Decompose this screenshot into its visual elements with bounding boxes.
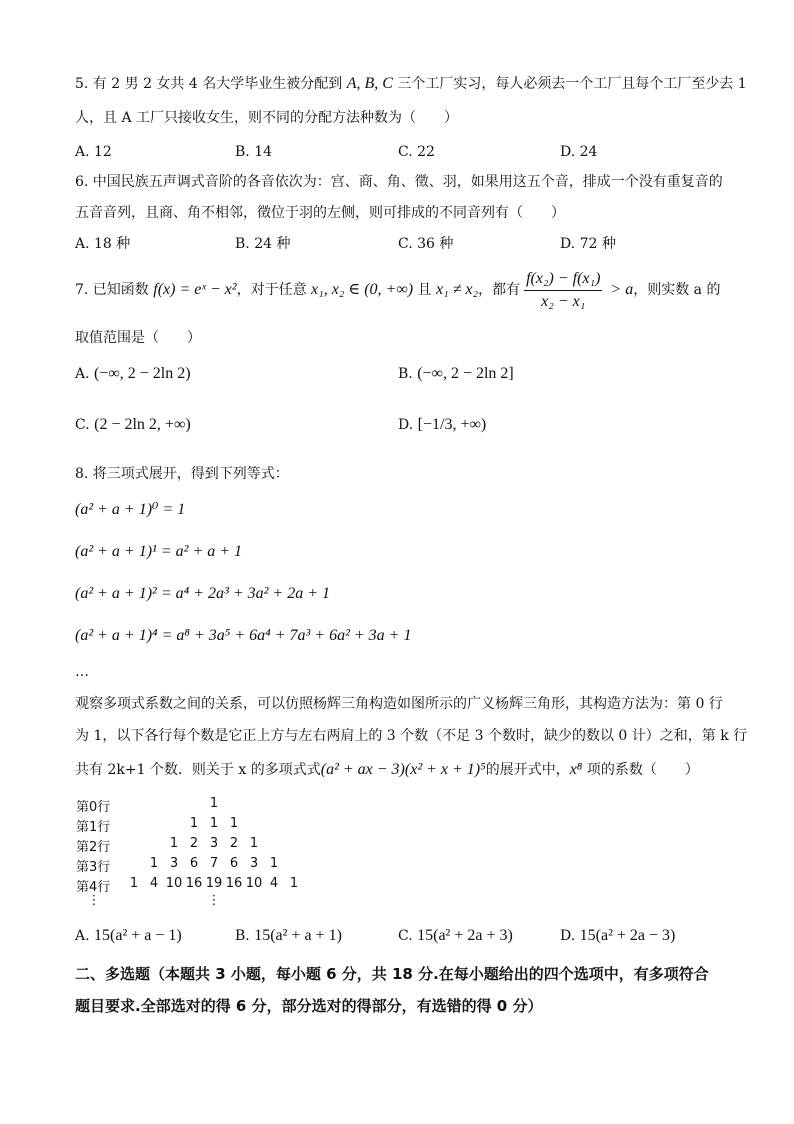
q5-line1	[75, 74, 747, 94]
q8-ellipsis: …	[75, 664, 89, 680]
q7-option-c	[75, 415, 191, 435]
triangle-cell: 1	[149, 856, 159, 871]
q7-neq: x₁ ≠ x₂	[435, 281, 479, 298]
triangle-cell: 3	[209, 836, 219, 851]
q7-ineq: > a	[606, 281, 634, 298]
q6-option-c: C. 36 种	[398, 236, 454, 252]
q8-para1: 观察多项式系数之间的关系，可以仿照杨辉三角构造如图所示的广义杨辉三角形，其构造方法为：第 0 行	[75, 696, 723, 712]
q8-option-c	[398, 926, 513, 946]
q6-option-b: B. 24 种	[235, 236, 291, 252]
q7-suffix: ，则实数 a 的	[633, 282, 721, 298]
q7-option-a	[75, 364, 191, 384]
q7-and: 且	[413, 282, 436, 298]
q8-eq-0: (a² + a + 1)⁰ = 1	[75, 501, 186, 518]
triangle-cell: 7	[209, 856, 219, 871]
triangle-cell: 6	[189, 856, 199, 871]
triangle-row-label: 第1行	[76, 820, 111, 835]
q7-option-c-letter: C.	[75, 417, 90, 433]
q7-mid: ，对于任意	[236, 282, 312, 298]
q8-line1: 8. 将三项式展开，得到下列等式：	[75, 466, 289, 482]
q7-option-c-math: (2 − 2ln 2, +∞)	[94, 416, 191, 433]
q5-line2: 人，且 A 工厂只接收女生，则不同的分配方法种数为（ ）	[75, 110, 459, 126]
q8-eq-2: (a² + a + 1)² = a⁴ + 2a³ + 3a² + 2a + 1	[75, 585, 330, 602]
section2-heading-line2: 题目要求.全部选对的得 6 分，部分选对的得部分，有选错的得 0 分）	[75, 997, 543, 1015]
q8-eq-3: (a² + a + 1)⁴ = a⁸ + 3a⁵ + 6a⁴ + 7a³ + 6a² + 3a + 1	[75, 627, 412, 644]
triangle-row-label: 第3行	[76, 860, 111, 875]
q8-option-a	[75, 926, 182, 946]
q8-polynomial: (a² + ax − 3)(x² + x + 1)⁵	[320, 761, 486, 778]
q6-option-a: A. 18 种	[75, 236, 131, 252]
q6-option-d: D. 72 种	[560, 236, 616, 252]
triangle-cell: 1	[209, 816, 219, 831]
q7-option-b-letter: B.	[398, 366, 413, 382]
triangle-vdots-left: ⋮	[87, 893, 101, 908]
q7-frac-num: f(x₂) − f(x₁)	[524, 269, 602, 291]
q6-line1: 6. 中国民族五声调式音阶的各音依次为：宫、商、角、徵、羽，如果用这五个音，排成一个没有重复音的	[75, 174, 723, 190]
q8-option-b-letter: B.	[235, 928, 250, 944]
q5-option-a: A. 12	[75, 144, 112, 160]
q7-prefix: 7. 已知函数	[75, 282, 154, 298]
q8-para3-a: 共有 2k+1 个数．则关于 x 的多项式式	[75, 762, 321, 778]
q8-option-d-math: 15(a² + 2a − 3)	[579, 927, 676, 944]
q8-para3-c: 项的系数（ ）	[582, 762, 699, 778]
q8-x8: x⁸	[569, 761, 583, 778]
triangle-row-label: 第4行	[76, 880, 111, 895]
triangle-cell: 1	[209, 796, 219, 811]
section2-heading-line1: 二、多选题（本题共 3 小题，每小题 6 分，共 18 分.在每小题给出的四个选项中，有多项符合	[75, 965, 709, 983]
q8-option-d-letter: D.	[560, 928, 576, 944]
triangle-cell: 1	[249, 836, 259, 851]
triangle-cell: 2	[229, 836, 239, 851]
q5-text-a: 5. 有 2 男 2 女共 4 名大学毕业生被分配到	[75, 76, 347, 92]
triangle-cell: 16	[185, 876, 203, 891]
q8-para3	[75, 760, 699, 780]
q5-factories: A, B, C	[346, 75, 393, 92]
triangle-cell: 3	[249, 856, 259, 871]
q7-function: f(x) = eˣ − x²	[153, 281, 237, 298]
q7-option-b	[398, 364, 514, 384]
q7-option-b-math: (−∞, 2 − 2ln 2]	[417, 365, 514, 382]
triangle-cell: 1	[189, 816, 199, 831]
triangle-cell: 6	[229, 856, 239, 871]
triangle-cell: 10	[165, 876, 183, 891]
q8-option-b	[235, 926, 342, 946]
triangle-cell: 19	[205, 876, 223, 891]
triangle-cell: 4	[149, 876, 159, 891]
q5-option-c: C. 22	[398, 144, 435, 160]
triangle-row-label: 第0行	[76, 800, 111, 815]
q8-option-d	[560, 926, 675, 946]
triangle-cell: 3	[169, 856, 179, 871]
q7-option-d-letter: D.	[398, 417, 414, 433]
q7-option-a-math: (−∞, 2 − 2ln 2)	[94, 365, 191, 382]
q8-para2: 为 1，以下各行每个数是它正上方与左右两肩上的 3 个数（不足 3 个数时，缺少的数以 0 计）之和，第 k 行	[75, 728, 748, 744]
q7-fraction	[524, 269, 602, 312]
triangle-cell: 4	[269, 876, 279, 891]
triangle-cell: 1	[289, 876, 299, 891]
triangle-cell: 16	[225, 876, 243, 891]
q7-frac-den: x₂ − x₁	[541, 292, 586, 310]
q8-option-b-math: 15(a² + a + 1)	[254, 927, 342, 944]
triangle-vdots-center: ⋮	[207, 893, 221, 908]
q8-para3-b: 的展开式中，	[485, 762, 570, 778]
q7-option-d-math: [−1/3, +∞)	[417, 416, 487, 433]
triangle-cell: 2	[189, 836, 199, 851]
triangle-row-label: 第2行	[76, 840, 111, 855]
triangle-cell: 1	[269, 856, 279, 871]
q7-line1	[75, 268, 720, 312]
triangle-cell: 1	[129, 876, 139, 891]
q7-option-d	[398, 415, 486, 435]
q8-eq-1: (a² + a + 1)¹ = a² + a + 1	[75, 543, 243, 560]
q7-line2: 取值范围是（ ）	[75, 330, 201, 346]
q7-option-a-letter: A.	[75, 366, 90, 382]
triangle-cell: 1	[229, 816, 239, 831]
q5-text-b: 三个工厂实习，每人必须去一个工厂且每个工厂至少去 1	[392, 76, 747, 92]
q5-option-b: B. 14	[235, 144, 273, 160]
q7-mid2: ，都有	[478, 282, 521, 298]
q8-option-c-math: 15(a² + 2a + 3)	[417, 927, 513, 944]
q8-option-a-letter: A.	[75, 928, 90, 944]
q5-option-d: D. 24	[560, 144, 598, 160]
triangle-cell: 10	[245, 876, 263, 891]
q8-option-c-letter: C.	[398, 928, 413, 944]
q6-line2: 五音音列，且商、角不相邻，徵位于羽的左侧，则可排成的不同音列有（ ）	[75, 205, 565, 221]
triangle-cell: 1	[169, 836, 179, 851]
q8-option-a-math: 15(a² + a − 1)	[94, 927, 182, 944]
q7-domain: x₁, x₂ ∈ (0, +∞)	[311, 281, 414, 298]
